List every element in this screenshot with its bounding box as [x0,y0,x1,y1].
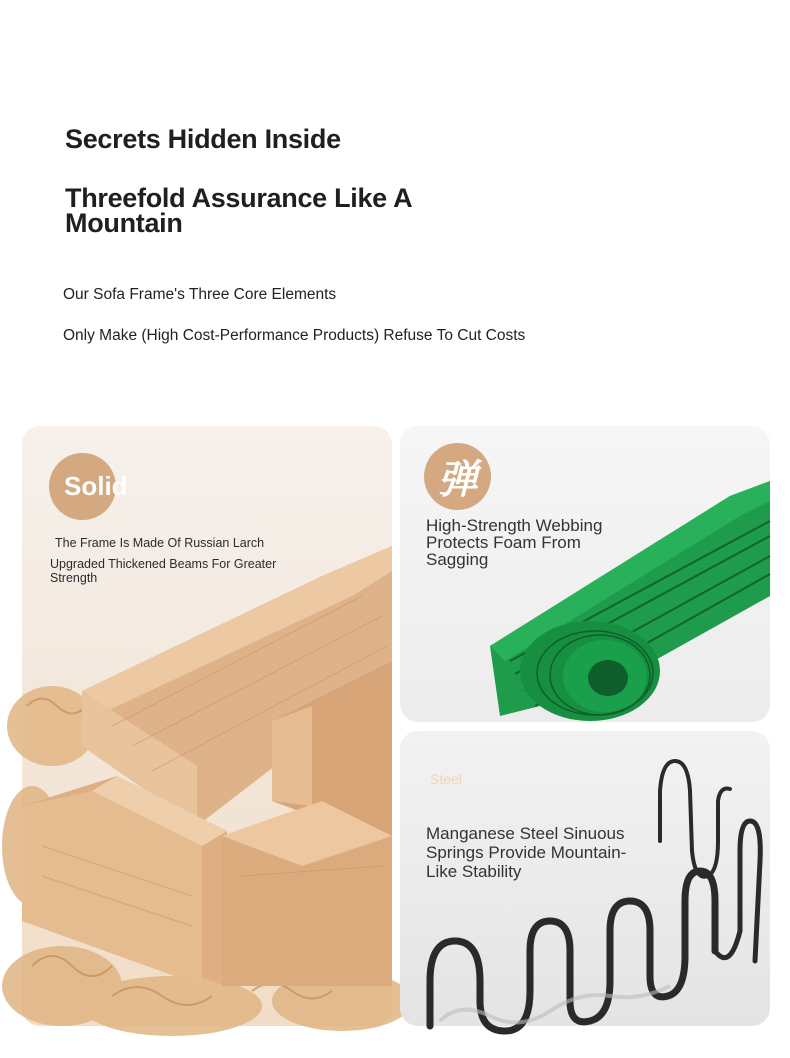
webbing-text: High-Strength Webbing Protects Foam From Sagging [426,516,603,569]
webbing-card [400,426,770,722]
elastic-badge: 弹 [424,443,491,510]
spring-text: Manganese Steel Sinuous Springs Provide Mountain-Like Stability [426,824,627,881]
larch-frame-text: The Frame Is Made Of Russian Larch [55,536,265,550]
spring-card [400,731,770,1026]
solid-wood-card [22,426,392,1026]
solid-badge: Solid [49,453,116,520]
page-subtitle-heading: Threefold Assurance Like A Mountain [65,183,412,238]
thickened-beams-text: Upgraded Thickened Beams For Greater Strength [50,557,277,585]
title-block [65,124,505,236]
steel-faint-label: Steel [430,771,462,787]
intro-line-1: Our Sofa Frame's Three Core Elements [63,286,337,303]
page-title: Secrets Hidden Inside [65,124,341,154]
intro-line-2: Only Make (High Cost-Performance Products) Refuse To Cut Costs [63,327,526,344]
